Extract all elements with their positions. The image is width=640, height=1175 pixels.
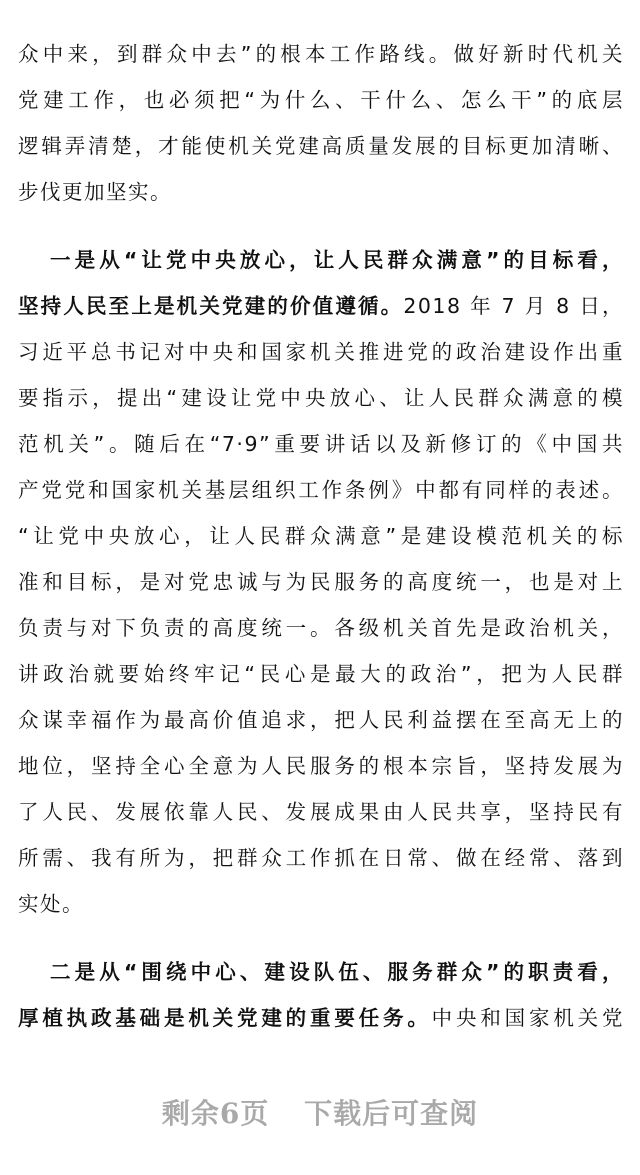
text-line: 所需、我有所为，把群众工作抓在日常、做在经常、落到 [18, 846, 624, 870]
text-line: 步伐更加坚实。 [18, 180, 172, 204]
text-line: 逻辑弄清楚，才能使机关党建高质量发展的目标更加清晰、 [18, 134, 624, 158]
text-line: 准和目标，是对党忠诚与为民服务的高度统一，也是对上 [18, 570, 624, 594]
text-line: 众中来，到群众中去”的根本工作路线。做好新时代机关 [18, 42, 624, 66]
section-heading-cont: 坚持人民至上是机关党建的价值遵循。 [18, 294, 404, 318]
text-line: 实处。 [18, 892, 84, 916]
text-line [18, 998, 624, 1038]
text-line: 地位，坚持全心全意为人民服务的根本宗旨，坚持发展为 [18, 754, 624, 778]
section-heading: 一是从“让党中央放心，让人民群众满意”的目标看， [50, 248, 624, 272]
text-line: “让党中央放心，让人民群众满意”是建设模范机关的标 [18, 524, 624, 548]
text-fragment: 中央和国家机关党 [431, 1006, 624, 1030]
download-prompt[interactable] [0, 1092, 640, 1132]
text-line: 了人民、发展依靠人民、发展成果由人民共享，坚持民有 [18, 800, 624, 824]
text-line: 党建工作，也必须把“为什么、干什么、怎么干”的底层 [18, 88, 624, 112]
text-line: 众谋幸福作为最高价值追求，把人民利益摆在至高无上的 [18, 708, 624, 732]
download-to-view-label: 下载后可查阅 [304, 1097, 479, 1130]
text-line: 负责与对下负责的高度统一。各级机关首先是政治机关， [18, 616, 624, 640]
text-line: 讲政治就要始终牢记“民心是最大的政治”，把为人民群 [18, 662, 624, 686]
text-line: 要指示，提出“建设让党中央放心、让人民群众满意的模 [18, 386, 624, 410]
text-line: 范机关”。随后在“7·9”重要讲话以及新修订的《中国共 [18, 432, 624, 456]
section-heading: 二是从“围绕中心、建设队伍、服务群众”的职责看， [50, 960, 624, 984]
section-heading-cont: 厚植执政基础是机关党建的重要任务。 [18, 1006, 432, 1030]
text-line [18, 286, 624, 326]
text-fragment: 2018 年 7 月 8 日， [403, 294, 624, 318]
remaining-pages-label: 剩余6页 [161, 1097, 270, 1130]
text-line: 产党党和国家机关基层组织工作条例》中都有同样的表述。 [18, 478, 624, 502]
text-line: 习近平总书记对中央和国家机关推进党的政治建设作出重 [18, 340, 624, 364]
